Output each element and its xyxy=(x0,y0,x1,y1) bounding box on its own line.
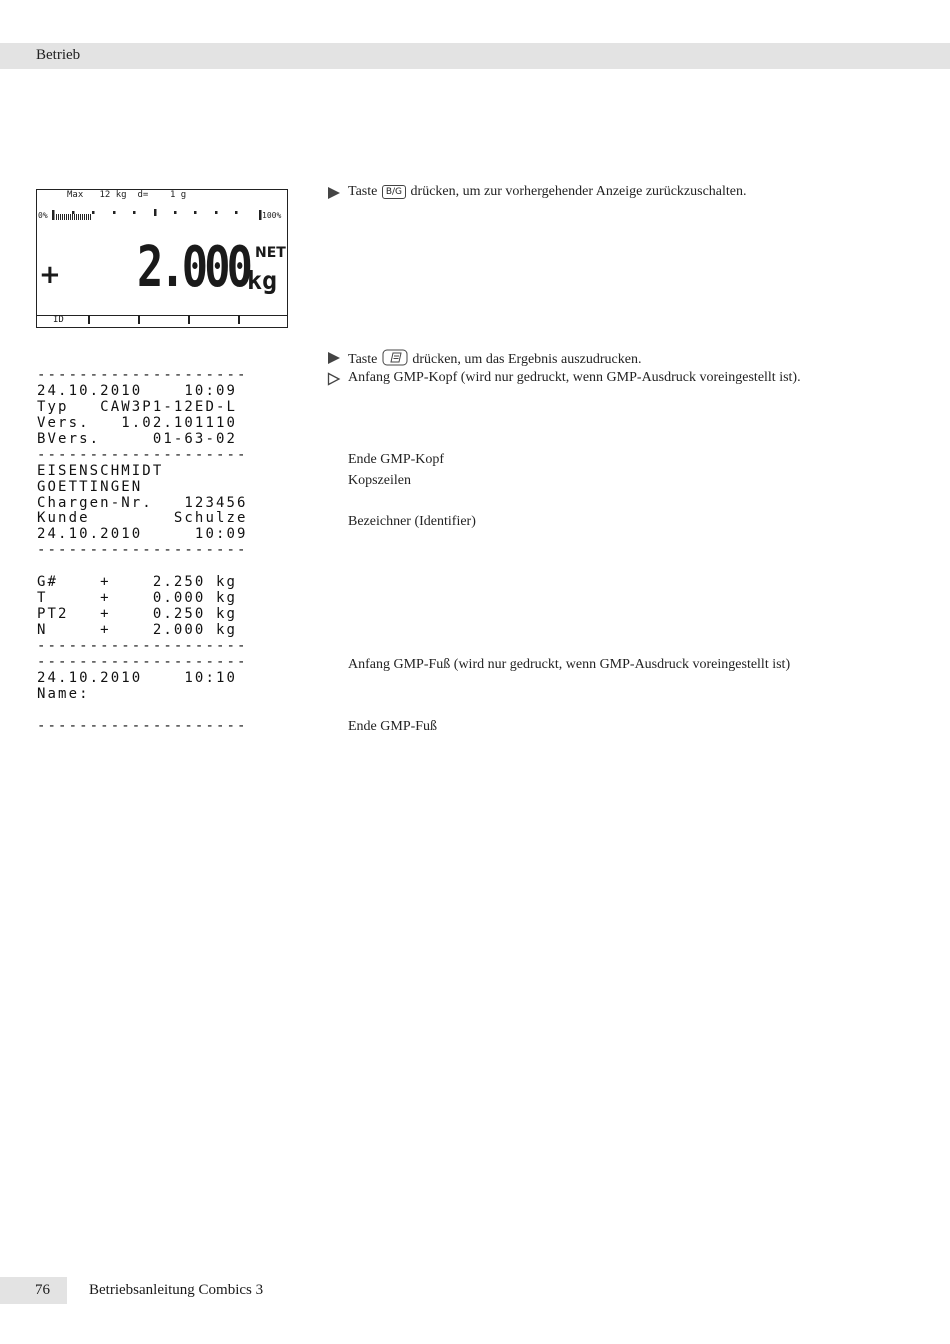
printout-line: -------------------- xyxy=(37,653,248,670)
printout-line: -------------------- xyxy=(37,542,248,559)
printout-line: PT2 + 0.250 kg xyxy=(37,606,238,623)
step-back-text: drücken, um zur vorhergehender Anzeige zurückzuschalten. xyxy=(410,184,747,199)
bg-key-icon: B/G xyxy=(382,185,406,199)
gmp-head-start-note: Anfang GMP-Kopf (wird nur gedruckt, wenn GMP-Ausdruck voreingestellt ist). xyxy=(348,370,801,385)
page-number-box xyxy=(0,1277,67,1304)
page-number: 76 xyxy=(35,1282,50,1298)
printout-line: T + 0.000 kg xyxy=(37,590,238,607)
bargraph xyxy=(37,208,287,222)
result-arrow-icon xyxy=(327,372,341,386)
display-unit: kg xyxy=(247,266,278,295)
softkey-bar xyxy=(37,315,287,327)
printout xyxy=(37,368,248,735)
gmp-foot-start-note: Anfang GMP-Fuß (wird nur gedruckt, wenn GMP-Ausdruck voreingestellt ist) xyxy=(348,657,791,672)
printout-line: G# + 2.250 kg xyxy=(37,574,238,591)
print-key-icon xyxy=(382,349,408,366)
printout-line xyxy=(37,703,248,719)
printout-line xyxy=(37,559,248,575)
printout-line: BVers. 01-63-02 xyxy=(37,430,238,447)
printout-line: Chargen-Nr. 123456 xyxy=(37,494,248,511)
display-weight-value: 2.000 xyxy=(137,235,249,300)
printout-line: Vers. 1.02.101110 xyxy=(37,414,238,431)
step-print-prefix: Taste xyxy=(348,352,378,367)
softkey-divider xyxy=(188,316,190,324)
section-title: Betrieb xyxy=(36,47,81,63)
printout-line: -------------------- xyxy=(37,717,248,734)
softkey-divider xyxy=(138,316,140,324)
display-sign: + xyxy=(39,260,61,290)
display-capacity-line: Max 12 kg d= 1 g xyxy=(67,190,187,200)
bargraph-max-label: 100% xyxy=(262,211,282,220)
bargraph-min-label: 0% xyxy=(38,211,48,220)
identifier-note: Bezeichner (Identifier) xyxy=(348,514,476,529)
printout-line: EISENSCHMIDT xyxy=(37,462,164,479)
display-net-indicator: NET xyxy=(255,245,286,261)
step-back-prefix: Taste xyxy=(348,184,378,199)
printout-line: 24.10.2010 10:09 xyxy=(37,526,248,543)
printout-line: Name: xyxy=(37,685,90,702)
action-arrow-icon xyxy=(327,351,341,365)
printout-line: -------------------- xyxy=(37,637,248,654)
printout-line: N + 2.000 kg xyxy=(37,622,238,638)
action-arrow-icon xyxy=(327,186,341,200)
printout-line: 24.10.2010 10:10 xyxy=(37,669,238,686)
printout-line: 24.10.2010 10:09 xyxy=(37,382,238,399)
printout-line: GOETTINGEN xyxy=(37,478,143,495)
header-lines-note: Kopszeilen xyxy=(348,473,411,488)
footer-title: Betriebsanleitung Combics 3 xyxy=(89,1282,264,1298)
gmp-head-end-note: Ende GMP-Kopf xyxy=(348,452,445,467)
printout-line: Typ CAW3P1-12ED-L xyxy=(37,398,238,415)
scale-display xyxy=(36,189,288,328)
softkey-divider xyxy=(238,316,240,324)
step-back-instruction xyxy=(348,184,747,200)
softkey-divider xyxy=(88,316,90,324)
step-print-text: drücken, um das Ergebnis auszudrucken. xyxy=(412,352,642,367)
step-print-instruction xyxy=(348,349,641,368)
printout-line: Kunde Schulze xyxy=(37,510,248,527)
softkey-id: ID xyxy=(53,315,64,325)
gmp-foot-end-note: Ende GMP-Fuß xyxy=(348,719,438,734)
printout-line: -------------------- xyxy=(37,446,248,463)
header-bar xyxy=(0,43,950,69)
printout-line: -------------------- xyxy=(37,367,248,383)
